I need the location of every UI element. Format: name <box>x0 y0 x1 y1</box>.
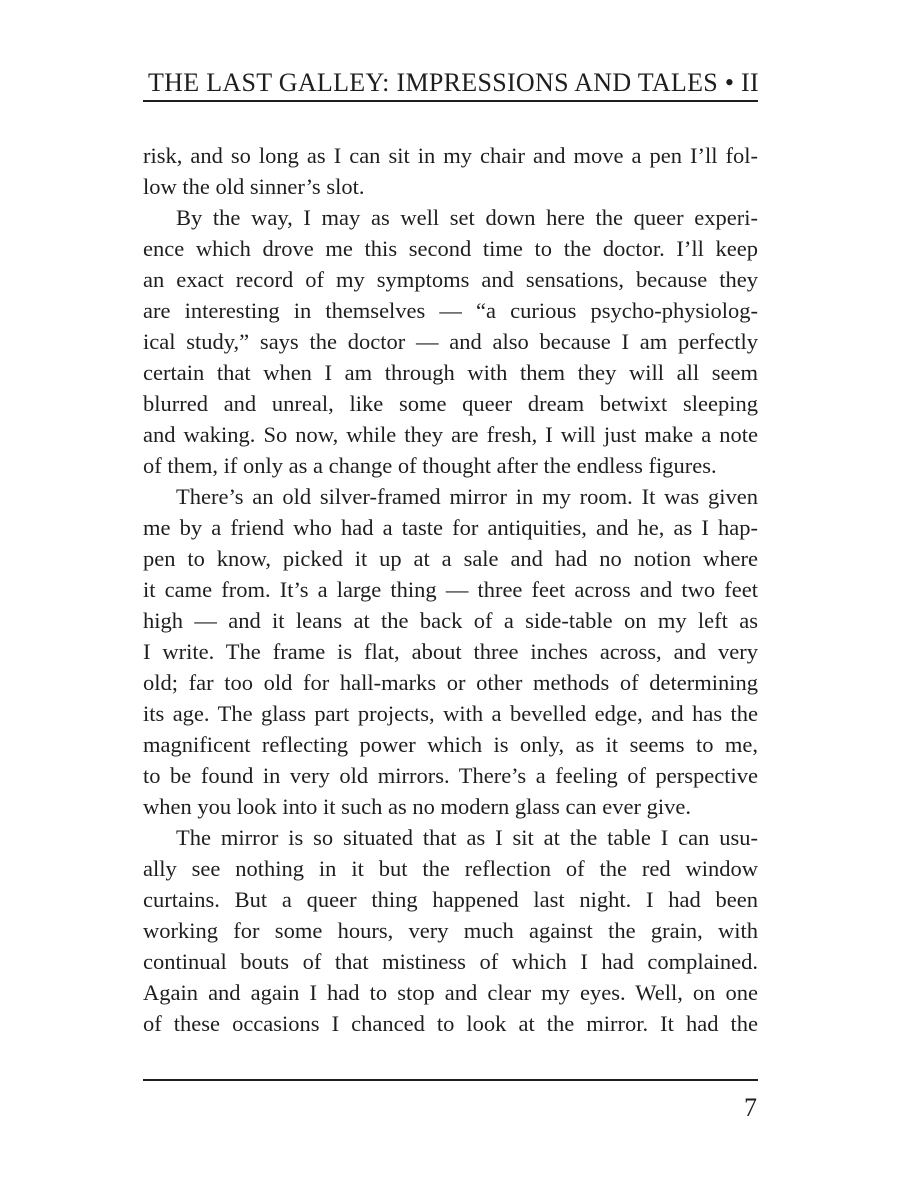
text-line: risk, and so long as I can sit in my chair and move a pen I’ll fol- <box>143 143 758 168</box>
text-line: of these occasions I chanced to look at the mirror. It had the <box>143 1011 758 1036</box>
running-head-title: THE LAST GALLEY: IMPRESSIONS AND TALES • II <box>148 68 759 97</box>
text-line: curtains. But a queer thing happened last night. I had been <box>143 887 758 912</box>
text-line: to be found in very old mirrors. There’s a feeling of perspective <box>143 763 758 788</box>
paragraph <box>143 481 758 822</box>
body-text <box>143 140 758 1039</box>
text-line: I write. The frame is flat, about three inches across, and very <box>143 639 758 664</box>
paragraph <box>143 140 758 202</box>
text-line: low the old sinner’s slot. <box>143 174 365 199</box>
text-line: By the way, I may as well set down here the queer experi- <box>176 205 758 230</box>
footer-rule <box>143 1079 758 1081</box>
text-line: ical study,” says the doctor — and also because I am perfectly <box>143 329 758 354</box>
text-line: continual bouts of that mistiness of which I had complained. <box>143 949 758 974</box>
text-line: working for some hours, very much against the grain, with <box>143 918 758 943</box>
text-line: and waking. So now, while they are fresh, I will just make a note <box>143 422 758 447</box>
text-line: ally see nothing in it but the reflection of the red window <box>143 856 758 881</box>
text-line: Again and again I had to stop and clear my eyes. Well, on one <box>143 980 758 1005</box>
text-line: high — and it leans at the back of a side-table on my left as <box>143 608 758 633</box>
text-line: its age. The glass part projects, with a bevelled edge, and has the <box>143 701 758 726</box>
text-line: certain that when I am through with them they will all seem <box>143 360 758 385</box>
paragraph <box>143 822 758 1039</box>
text-line: magnificent reflecting power which is only, as it seems to me, <box>143 732 758 757</box>
text-line: old; far too old for hall-marks or other methods of determining <box>143 670 758 695</box>
text-line: when you look into it such as no modern glass can ever give. <box>143 794 692 819</box>
text-line: are interesting in themselves — “a curious psycho-physiolog- <box>143 298 758 323</box>
page-number: 7 <box>744 1093 757 1122</box>
text-line: it came from. It’s a large thing — three feet across and two feet <box>143 577 758 602</box>
running-head <box>143 64 758 102</box>
text-line: an exact record of my symptoms and sensations, because they <box>143 267 758 292</box>
text-line: of them, if only as a change of thought after the endless figures. <box>143 453 717 478</box>
text-line: pen to know, picked it up at a sale and had no notion where <box>143 546 758 571</box>
text-line: There’s an old silver-framed mirror in my room. It was given <box>176 484 758 509</box>
text-line: The mirror is so situated that as I sit at the table I can usu- <box>176 825 758 850</box>
paragraph <box>143 202 758 481</box>
text-line: ence which drove me this second time to the doctor. I’ll keep <box>143 236 758 261</box>
text-line: me by a friend who had a taste for antiquities, and he, as I hap- <box>143 515 758 540</box>
text-line: blurred and unreal, like some queer dream betwixt sleeping <box>143 391 758 416</box>
